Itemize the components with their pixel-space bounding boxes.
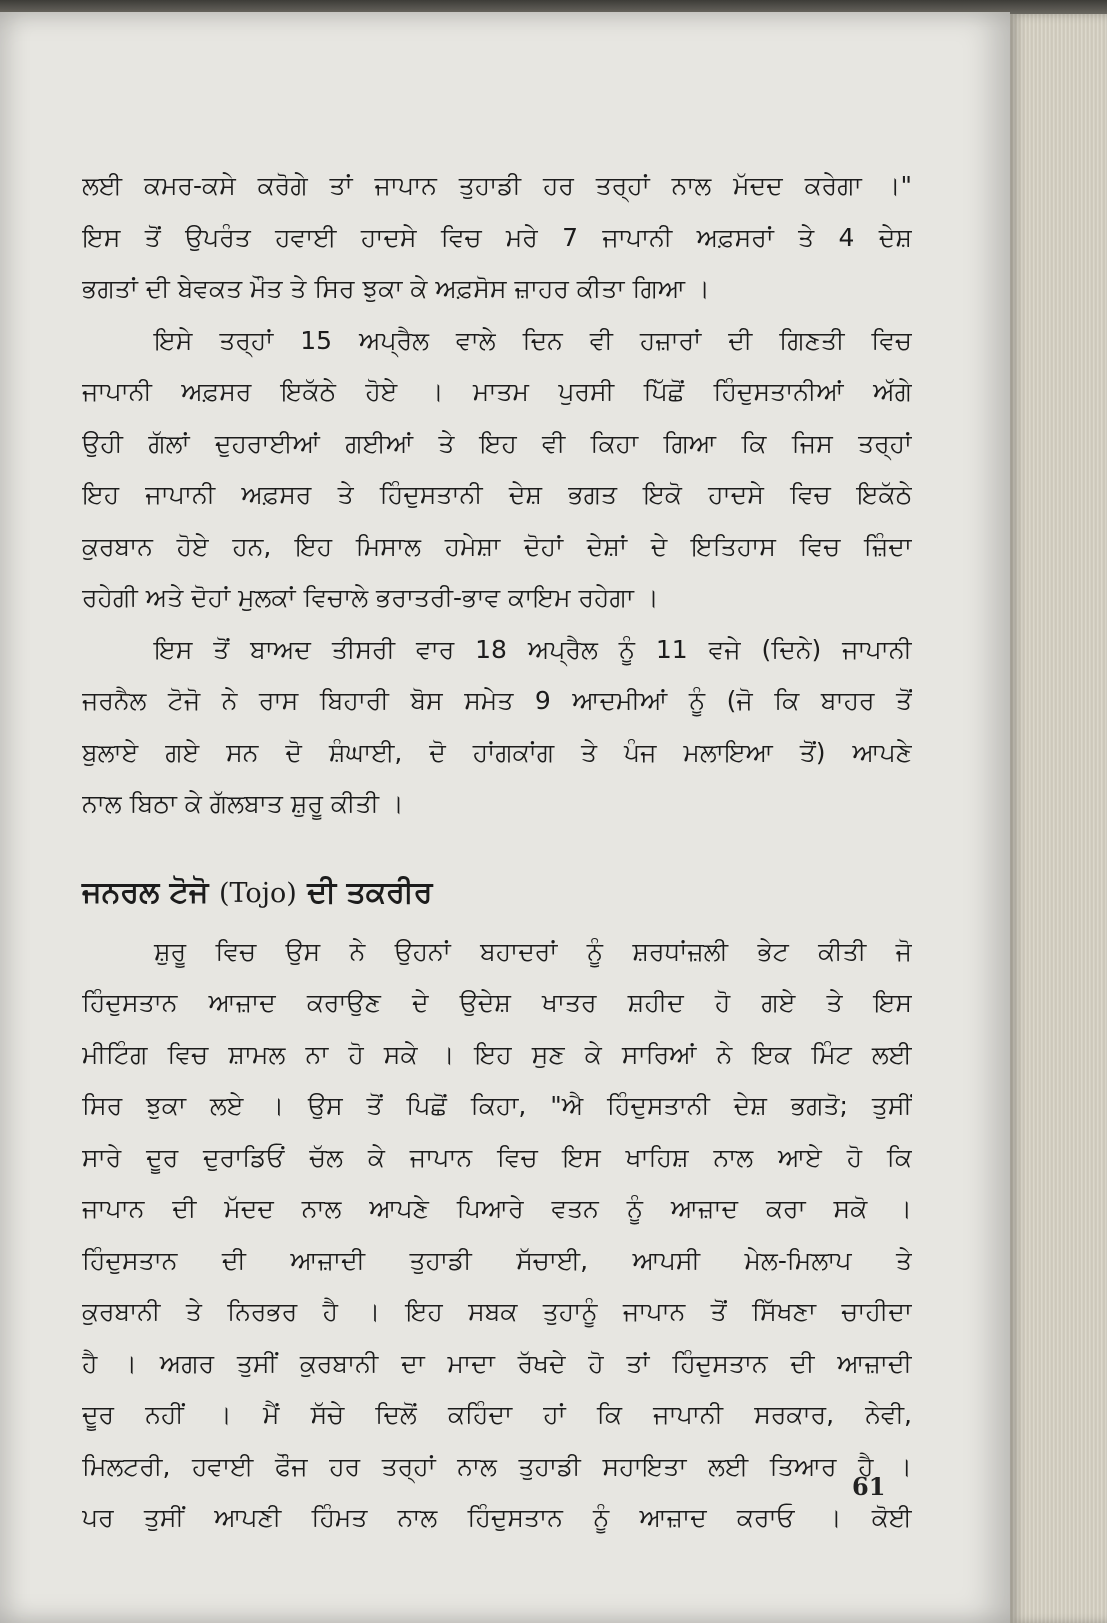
text-line: ਇਸੇ ਤਰ੍ਹਾਂ 15 ਅਪ੍ਰੈਲ ਵਾਲੇ ਦਿਨ ਵੀ ਹਜ਼ਾਰਾਂ ਦੀ ਗਿਣਤੀ ਵਿਚ: [154, 325, 912, 355]
paragraph: [82, 160, 912, 315]
text-line: ਸ਼ੁਰੂ ਵਿਚ ਉਸ ਨੇ ਉਹਨਾਂ ਬਹਾਦਰਾਂ ਨੂੰ ਸ਼ਰਧਾਂਜ਼ਲੀ ਭੇਟ ਕੀਤੀ ਜੋ: [154, 936, 912, 966]
text-line: ਹੈ । ਅਗਰ ਤੁਸੀਂ ਕੁਰਬਾਨੀ ਦਾ ਮਾਦਾ ਰੱਖਦੇ ਹੋ ਤਾਂ ਹਿੰਦੁਸਤਾਨ ਦੀ ਆਜ਼ਾਦੀ: [82, 1348, 912, 1378]
text-line: ਕੁਰਬਾਨੀ ਤੇ ਨਿਰਭਰ ਹੈ । ਇਹ ਸਬਕ ਤੁਹਾਨੂੰ ਜਾਪਾਨ ਤੋਂ ਸਿੱਖਣਾ ਚਾਹੀਦਾ: [82, 1297, 912, 1326]
text-line: ਕੁਰਬਾਨ ਹੋਏ ਹਨ, ਇਹ ਮਿਸਾਲ ਹਮੇਸ਼ਾ ਦੋਹਾਂ ਦੇਸ਼ਾਂ ਦੇ ਇਤਿਹਾਸ ਵਿਚ ਜ਼ਿੰਦਾ: [82, 531, 912, 561]
text-line: ਮਿਲਟਰੀ, ਹਵਾਈ ਫੌਜ ਹਰ ਤਰ੍ਹਾਂ ਨਾਲ ਤੁਹਾਡੀ ਸਹਾਇਤਾ ਲਈ ਤਿਆਰ ਹੈ ।: [82, 1451, 912, 1481]
section-heading: [82, 868, 912, 918]
heading-text: ਦੀ ਤਕਰੀਰ: [307, 874, 433, 910]
text-line: ਸਾਰੇ ਦੂਰ ਦੁਰਾਡਿਓਂ ਚੱਲ ਕੇ ਜਾਪਾਨ ਵਿਚ ਇਸ ਖਾਹਿਸ਼ ਨਾਲ ਆਏ ਹੋ ਕਿ: [82, 1142, 912, 1172]
text-line: ਹਿੰਦੁਸਤਾਨ ਆਜ਼ਾਦ ਕਰਾਉਣ ਦੇ ਉਦੇਸ਼ ਖਾਤਰ ਸ਼ਹੀਦ ਹੋ ਗਏ ਤੇ ਇਸ: [82, 988, 912, 1017]
text-line: ਭਗਤਾਂ ਦੀ ਬੇਵਕਤ ਮੌਤ ਤੇ ਸਿਰ ਝੁਕਾ ਕੇ ਅਫ਼ਸੋਸ ਜ਼ਾਹਰ ਕੀਤਾ ਗਿਆ ।: [82, 274, 710, 303]
heading-latin: (Tojo): [218, 877, 297, 909]
text-line: ਜਾਪਾਨ ਦੀ ਮੱਦਦ ਨਾਲ ਆਪਣੇ ਪਿਆਰੇ ਵਤਨ ਨੂੰ ਆਜ਼ਾਦ ਕਰਾ ਸਕੋ ।: [82, 1194, 912, 1223]
paragraph: [82, 624, 912, 830]
text-line: ਰਹੇਗੀ ਅਤੇ ਦੋਹਾਂ ਮੁਲਕਾਂ ਵਿਚਾਲੇ ਭਰਾਤਰੀ-ਭਾਵ ਕਾਇਮ ਰਹੇਗਾ ।: [82, 583, 659, 612]
page-text: [82, 160, 912, 1544]
text-line: ਦੂਰ ਨਹੀਂ । ਮੈਂ ਸੱਚੇ ਦਿਲੋਂ ਕਹਿੰਦਾ ਹਾਂ ਕਿ ਜਾਪਾਨੀ ਸਰਕਾਰ, ਨੇਵੀ,: [82, 1400, 912, 1429]
text-line: ਬੁਲਾਏ ਗਏ ਸਨ ਦੋ ਸ਼ੰਘਾਈ, ਦੋ ਹਾਂਗਕਾਂਗ ਤੇ ਪੰਜ ਮਲਾਇਆ ਤੋਂ) ਆਪਣੇ: [82, 737, 912, 767]
paragraph: [82, 926, 912, 1544]
text-line: ਇਹ ਜਾਪਾਨੀ ਅਫ਼ਸਰ ਤੇ ਹਿੰਦੁਸਤਾਨੀ ਦੇਸ਼ ਭਗਤ ਇਕੋ ਹਾਦਸੇ ਵਿਚ ਇਕੱਠੇ: [82, 480, 912, 509]
text-line: ਜਾਪਾਨੀ ਅਫ਼ਸਰ ਇਕੱਠੇ ਹੋਏ । ਮਾਤਮ ਪੁਰਸੀ ਪਿੱਛੋਂ ਹਿੰਦੁਸਤਾਨੀਆਂ ਅੱਗੇ: [82, 377, 912, 406]
text-line: ਜਰਨੈਲ ਟੋਜੋ ਨੇ ਰਾਸ ਬਿਹਾਰੀ ਬੋਸ ਸਮੇਤ 9 ਆਦਮੀਆਂ ਨੂੰ (ਜੋ ਕਿ ਬਾਹਰ ਤੋਂ: [82, 686, 912, 715]
text-line: ਮੀਟਿੰਗ ਵਿਚ ਸ਼ਾਮਲ ਨਾ ਹੋ ਸਕੇ । ਇਹ ਸੁਣ ਕੇ ਸਾਰਿਆਂ ਨੇ ਇਕ ਮਿੰਟ ਲਈ: [82, 1039, 912, 1069]
text-line: ਨਾਲ ਬਿਠਾ ਕੇ ਗੱਲਬਾਤ ਸ਼ੁਰੂ ਕੀਤੀ ।: [82, 789, 404, 818]
page-stack-edge: [1010, 14, 1107, 1623]
text-line: ਇਸ ਤੋਂ ਉਪਰੰਤ ਹਵਾਈ ਹਾਦਸੇ ਵਿਚ ਮਰੇ 7 ਜਾਪਾਨੀ ਅਫ਼ਸਰਾਂ ਤੇ 4 ਦੇਸ਼: [82, 222, 912, 252]
text-line: ਸਿਰ ਝੁਕਾ ਲਏ । ਉਸ ਤੋਂ ਪਿਛੋਂ ਕਿਹਾ, "ਐ ਹਿੰਦੁਸਤਾਨੀ ਦੇਸ਼ ਭਗਤੋ; ਤੁਸੀਂ: [82, 1091, 912, 1120]
page-number: 61: [852, 1472, 886, 1501]
paragraph: [82, 315, 912, 624]
text-line: ਉਹੀ ਗੱਲਾਂ ਦੁਹਰਾਈਆਂ ਗਈਆਂ ਤੇ ਇਹ ਵੀ ਕਿਹਾ ਗਿਆ ਕਿ ਜਿਸ ਤਰ੍ਹਾਂ: [82, 428, 912, 458]
text-line: ਪਰ ਤੁਸੀਂ ਆਪਣੀ ਹਿੰਮਤ ਨਾਲ ਹਿੰਦੁਸਤਾਨ ਨੂੰ ਆਜ਼ਾਦ ਕਰਾਓ । ਕੋਈ: [82, 1503, 912, 1532]
text-line: ਇਸ ਤੋਂ ਬਾਅਦ ਤੀਸਰੀ ਵਾਰ 18 ਅਪ੍ਰੈਲ ਨੂੰ 11 ਵਜੇ (ਦਿਨੇ) ਜਾਪਾਨੀ: [154, 634, 912, 664]
text-line: ਹਿੰਦੁਸਤਾਨ ਦੀ ਆਜ਼ਾਦੀ ਤੁਹਾਡੀ ਸੱਚਾਈ, ਆਪਸੀ ਮੇਲ-ਮਿਲਾਪ ਤੇ: [82, 1245, 912, 1275]
heading-text: ਜਨਰਲ ਟੋਜੋ: [82, 874, 209, 910]
text-line: ਲਈ ਕਮਰ-ਕਸੇ ਕਰੋਗੇ ਤਾਂ ਜਾਪਾਨ ਤੁਹਾਡੀ ਹਰ ਤਰ੍ਹਾਂ ਨਾਲ ਮੱਦਦ ਕਰੇਗਾ ।": [82, 171, 912, 200]
